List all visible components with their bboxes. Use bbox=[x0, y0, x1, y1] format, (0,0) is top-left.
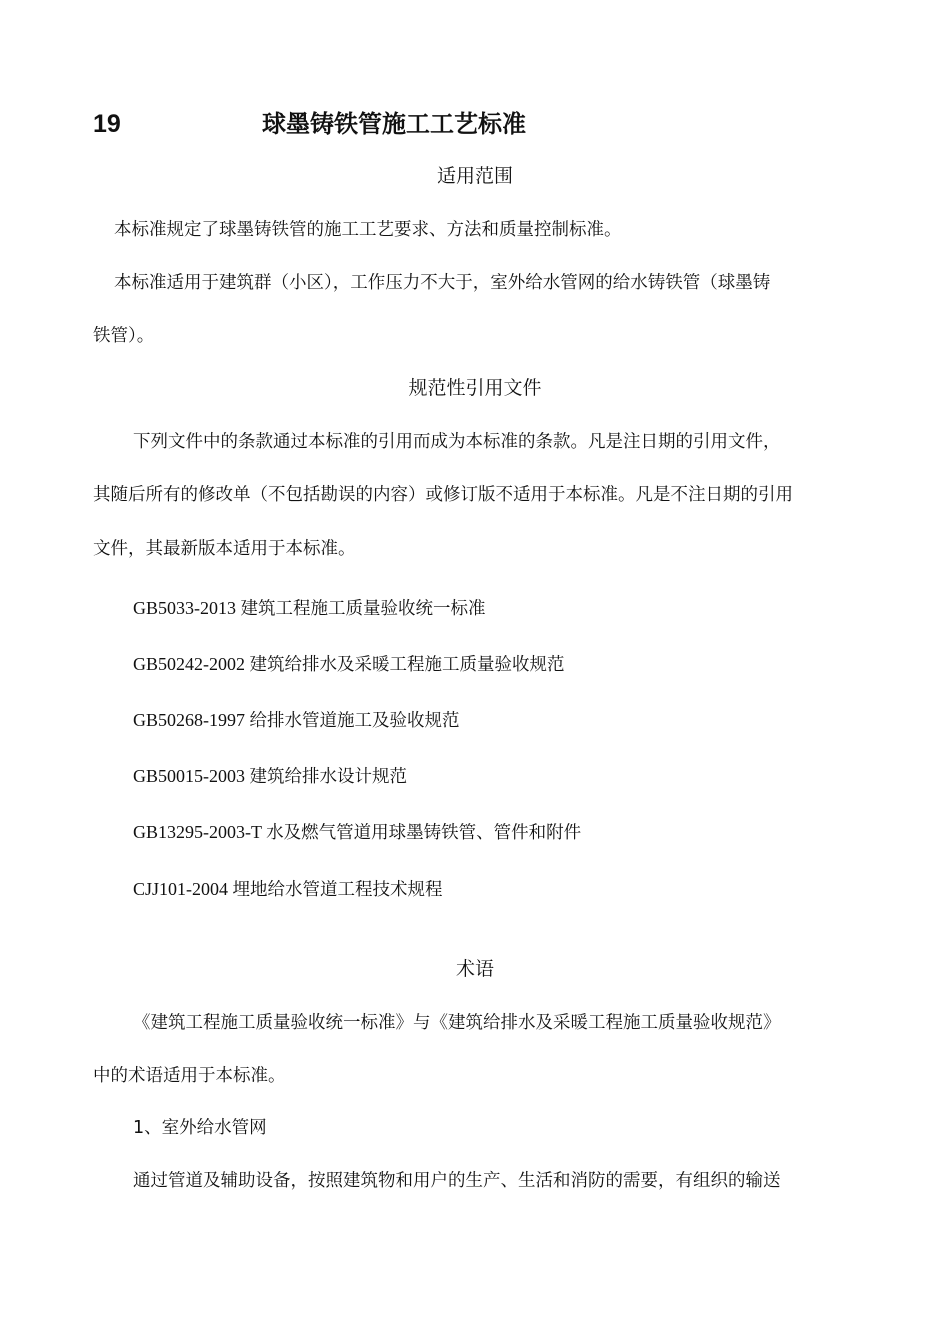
reference-name: 埋地给水管道工程技术规程 bbox=[232, 880, 443, 900]
scope-paragraph-2-line-1: 本标准适用于建筑群（小区），工作压力不大于，室外给水管网的给水铸铁管（球墨铸 bbox=[114, 273, 771, 293]
reference-item bbox=[133, 708, 460, 733]
reference-name: 给排水管道施工及验收规范 bbox=[249, 711, 460, 731]
term-item-1-title: 1、室外给水管网 bbox=[133, 1118, 267, 1138]
reference-code: GB50015-2003 bbox=[133, 766, 245, 786]
reference-item bbox=[133, 764, 407, 789]
term-item-1-text: 通过管道及辅助设备，按照建筑物和用户的生产、生活和消防的需要，有组织的输送 bbox=[133, 1171, 781, 1191]
reference-code: GB5033-2013 bbox=[133, 598, 236, 618]
reference-item bbox=[133, 652, 565, 677]
references-intro-line-3: 文件，其最新版本适用于本标准。 bbox=[93, 539, 356, 559]
reference-item bbox=[133, 877, 443, 902]
reference-name: 建筑给排水及采暖工程施工质量验收规范 bbox=[249, 655, 565, 675]
section-heading-references: 规范性引用文件 bbox=[408, 377, 542, 399]
scope-paragraph-1: 本标准规定了球墨铸铁管的施工工艺要求、方法和质量控制标准。 bbox=[114, 220, 622, 240]
references-intro-line-2: 其随后所有的修改单（不包括勘误的内容）或修订版不适用于本标准。凡是不注日期的引用 bbox=[93, 485, 793, 505]
references-intro-line-1: 下列文件中的条款通过本标准的引用而成为本标准的条款。凡是注日期的引用文件， bbox=[133, 432, 781, 452]
reference-code: CJJ101-2004 bbox=[133, 879, 229, 899]
document-title: 球墨铸铁管施工工艺标准 bbox=[262, 110, 526, 138]
reference-name: 建筑工程施工质量验收统一标准 bbox=[240, 599, 486, 619]
scope-paragraph-2-line-2: 铁管）。 bbox=[93, 326, 155, 346]
reference-item bbox=[133, 820, 581, 845]
reference-name: 建筑给排水设计规范 bbox=[249, 767, 407, 787]
reference-code: GB50268-1997 bbox=[133, 710, 245, 730]
reference-item bbox=[133, 596, 486, 621]
reference-name: 水及燃气管道用球墨铸铁管、管件和附件 bbox=[266, 823, 582, 843]
chapter-number: 19 bbox=[93, 110, 121, 138]
reference-code: GB13295-2003-T bbox=[133, 822, 262, 842]
terms-paragraph-line-2: 中的术语适用于本标准。 bbox=[93, 1066, 286, 1086]
terms-paragraph-line-1: 《建筑工程施工质量验收统一标准》与《建筑给排水及采暖工程施工质量验收规范》 bbox=[133, 1013, 781, 1033]
reference-code: GB50242-2002 bbox=[133, 654, 245, 674]
section-heading-scope: 适用范围 bbox=[436, 165, 513, 187]
section-heading-terms: 术语 bbox=[455, 958, 494, 980]
